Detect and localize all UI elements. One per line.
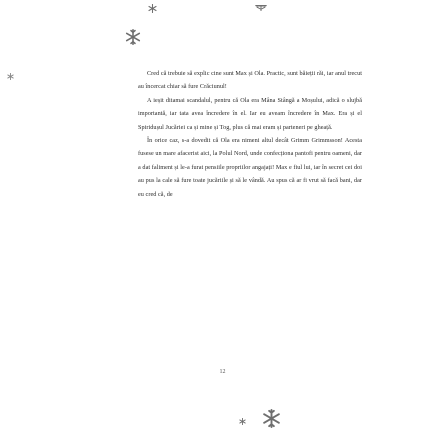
snowflake-icon [7, 73, 14, 80]
pine-sprig-icon [254, 3, 268, 12]
paragraph: Cred că trebuie să explic cine sunt Max și Ola. Practic, sunt băieții răi, iar anul trecut au încercat chiar să fure Crăciunul! [138, 70, 362, 91]
snowflake-icon [239, 418, 246, 425]
snowflake-icon [148, 4, 157, 13]
paragraph: A ieșit ditamai scandalul, pentru că Ola era Mâna Stângă a Moșului, adică o slujbă importantă, iar tata avea încredere în el. Iar eu aveam încredere în Max. Era și el Spiridușul Jucăriei ca și mine și Tog, plus că mai eram și parteneri pe gheață. [138, 96, 362, 131]
snowflake-icon [125, 29, 141, 45]
paragraph: În orice caz, s-a dovedit că Ola era nimeni altul decât Grimm Grimmsson! Acesta fusese un mare afacerist aici, la Polul Nord, unde confecționa pantofi pentru oameni, dar a dat faliment și le-a furat pensiile propriilor angajați! Max e fiul lui, iar în secret cei doi au pus la cale să fure toate jucăriile și să le vândă. Au spus că ar fi vrut să facă bani, dar eu cred că, de [138, 137, 362, 198]
page-number: 12 [219, 369, 226, 375]
snowflake-icon [262, 409, 281, 428]
body-text [138, 67, 362, 201]
